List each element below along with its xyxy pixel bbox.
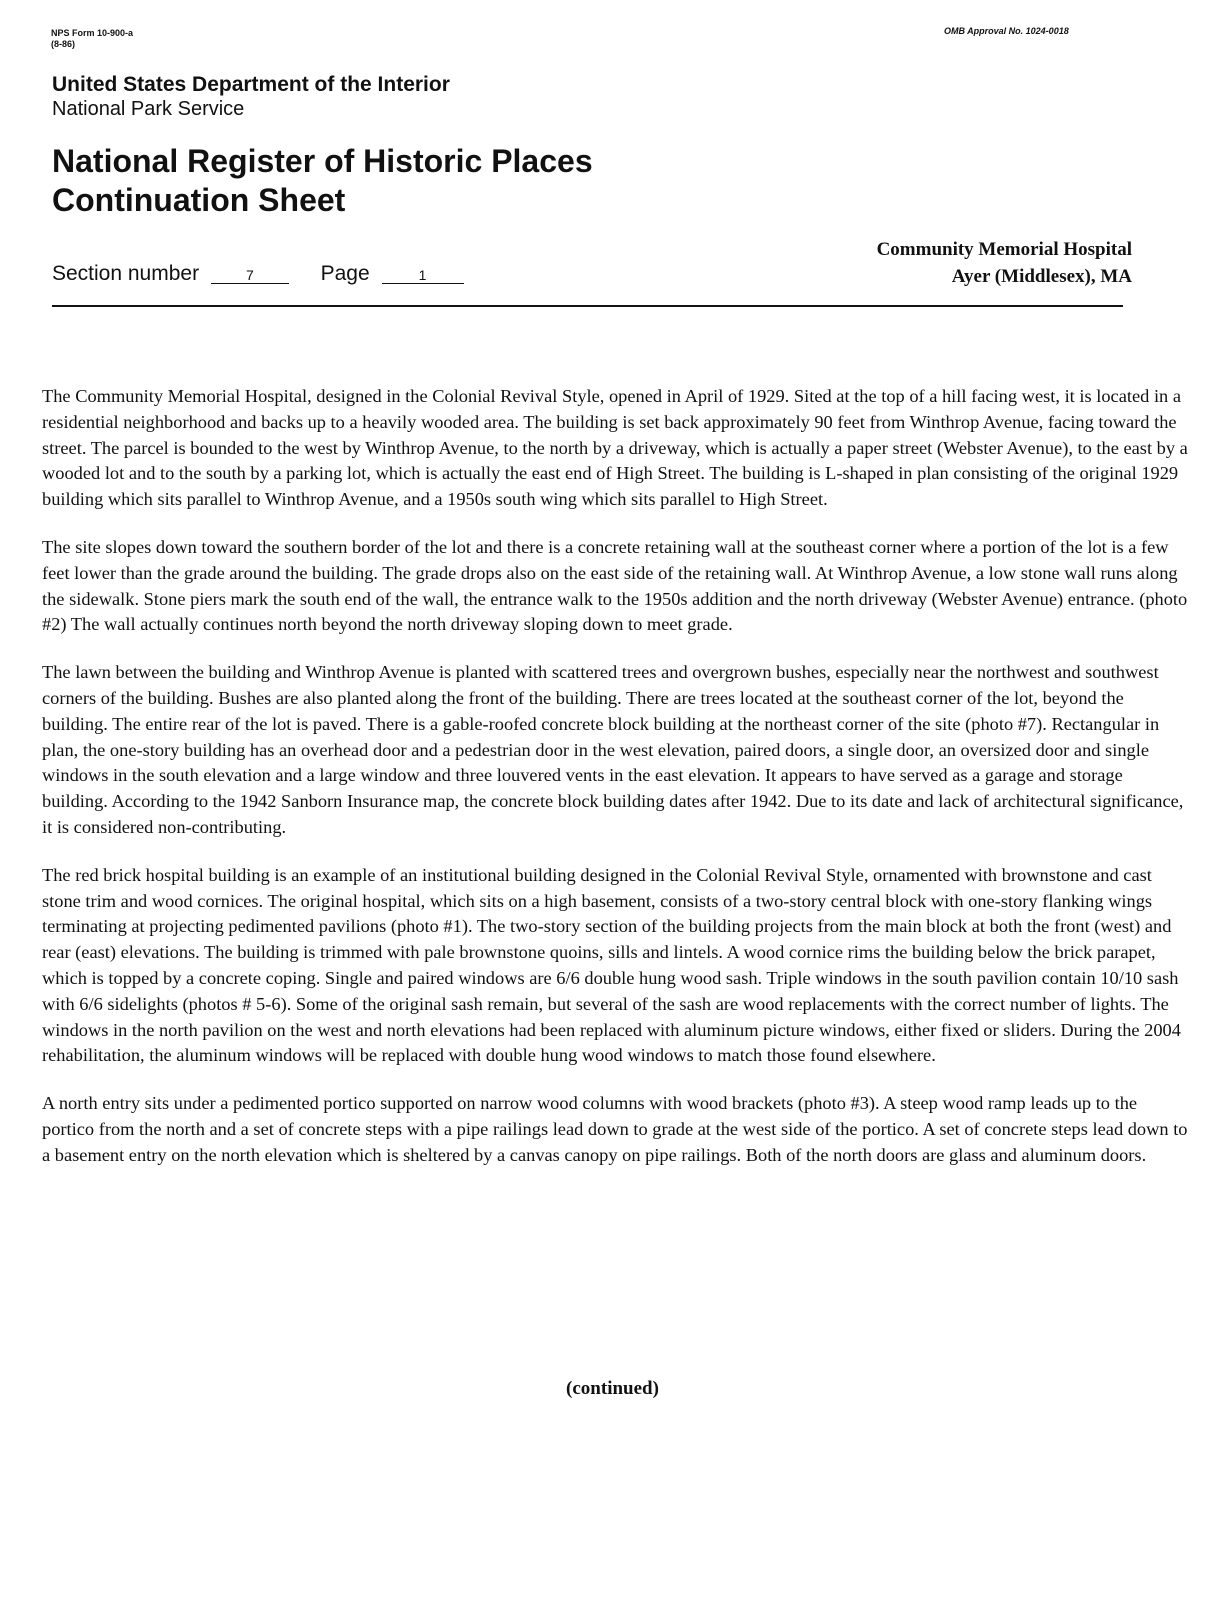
title-line-1: National Register of Historic Places [52, 143, 593, 179]
section-number-value: 7 [211, 267, 289, 284]
paragraph: The site slopes down toward the southern border of the lot and there is a concrete retaining wall at the southeast corner where a portion of the lot is a few feet lower than the grade around the building. The grade drops also on the east side of the retaining wall. At Winthrop Avenue, a low stone wall runs along the sidewalk. Stone piers mark the south end of the wall, the entrance walk to the 1950s addition and the north driveway (Webster Avenue) entrance. (photo #2) The wall actually continues north beyond the north driveway sloping down to meet grade. [42, 536, 1188, 635]
form-identifier [51, 28, 133, 50]
paragraph: The lawn between the building and Winthrop Avenue is planted with scattered trees and overgrown bushes, especially near the northwest and southwest corners of the building. Bushes are also planted along the front of the building. There are trees located at the southeast corner of the lot, beyond the building. The entire rear of the lot is paved. There is a gable-roofed concrete block building at the northeast corner of the site (photo #7). Rectangular in plan, the one-story building has an overhead door and a pedestrian door in the west elevation, paired doors, a single door, an oversized door and single windows in the south elevation and a large window and three louvered vents in the east elevation. It appears to have served as a garage and storage building. According to the 1942 Sanborn Insurance map, the concrete block building dates after 1942. Due to its date and lack of architectural significance, it is considered non-contributing. [42, 662, 1184, 837]
header-divider [52, 305, 1123, 307]
paragraph: A north entry sits under a pedimented portico supported on narrow wood columns with wood brackets (photo #3). A steep wood ramp leads up to the portico from the north and a set of concrete steps with a pipe railings lead down to grade at the west side of the portico. A set of concrete steps lead down to a basement entry on the north elevation which is sheltered by a canvas canopy on pipe railings. Both of the north doors are glass and aluminum doors. [42, 1093, 1188, 1165]
paragraph: The Community Memorial Hospital, designed in the Colonial Revival Style, opened in April of 1929. Sited at the top of a hill facing west, it is located in a residential neighborhood and backs up to a heavily wooded area. The building is set back approximately 90 feet from Winthrop Avenue, facing toward the street. The parcel is bounded to the west by Winthrop Avenue, to the north by a driveway, which is actually a paper street (Webster Avenue), to the east by a wooded lot and to the south by a parking lot, which is actually the east end of High Street. The building is L-shaped in plan consisting of the original 1929 building which sits parallel to Winthrop Avenue, and a 1950s south wing which sits parallel to High Street. [42, 386, 1188, 510]
continued-note: (continued) [566, 1378, 659, 1399]
property-location: Ayer (Middlesex), MA [951, 266, 1132, 287]
section-number-label: Section number [52, 262, 200, 285]
document-body [42, 384, 1192, 1191]
page-label: Page [320, 262, 370, 285]
title-line-2: Continuation Sheet [52, 182, 346, 218]
property-name: Community Memorial Hospital [876, 239, 1132, 260]
page-value: 1 [382, 267, 464, 284]
omb-approval: OMB Approval No. 1024-0018 [944, 26, 1069, 36]
document-title [52, 142, 593, 220]
agency-name: National Park Service [52, 98, 245, 120]
paragraph: The red brick hospital building is an example of an institutional building designed in the Colonial Revival Style, ornamented with brownstone and cast stone trim and wood cornices. The original hospital, which sits on a high basement, consists of a two-story central block with one-story flanking wings terminating at projecting pedimented pavilions (photo #1). The two-story section of the building projects from the main block at both the front (west) and rear (east) elevations. The building is trimmed with pale brownstone quoins, sills and lintels. A wood cornice rims the building below the brick parapet, which is topped by a concrete coping. Single and paired windows are 6/6 double hung wood sash. Triple windows in the south pavilion contain 10/10 sash with 6/6 sidelights (photos # 5-6). Some of the original sash remain, but several of the sash are wood replacements with the correct number of lights. The windows in the north pavilion on the west and north elevations had been replaced with aluminum picture windows, either fixed or sliders. During the 2004 rehabilitation, the aluminum windows will be replaced with double hung wood windows to match those found elsewhere. [42, 864, 1181, 1066]
form-number: NPS Form 10-900-a [51, 28, 134, 38]
agency-block [52, 72, 450, 121]
property-block [760, 236, 1132, 290]
section-page-line [52, 262, 464, 286]
department-name: United States Department of the Interior [52, 73, 450, 96]
form-date: (8-86) [51, 39, 76, 49]
